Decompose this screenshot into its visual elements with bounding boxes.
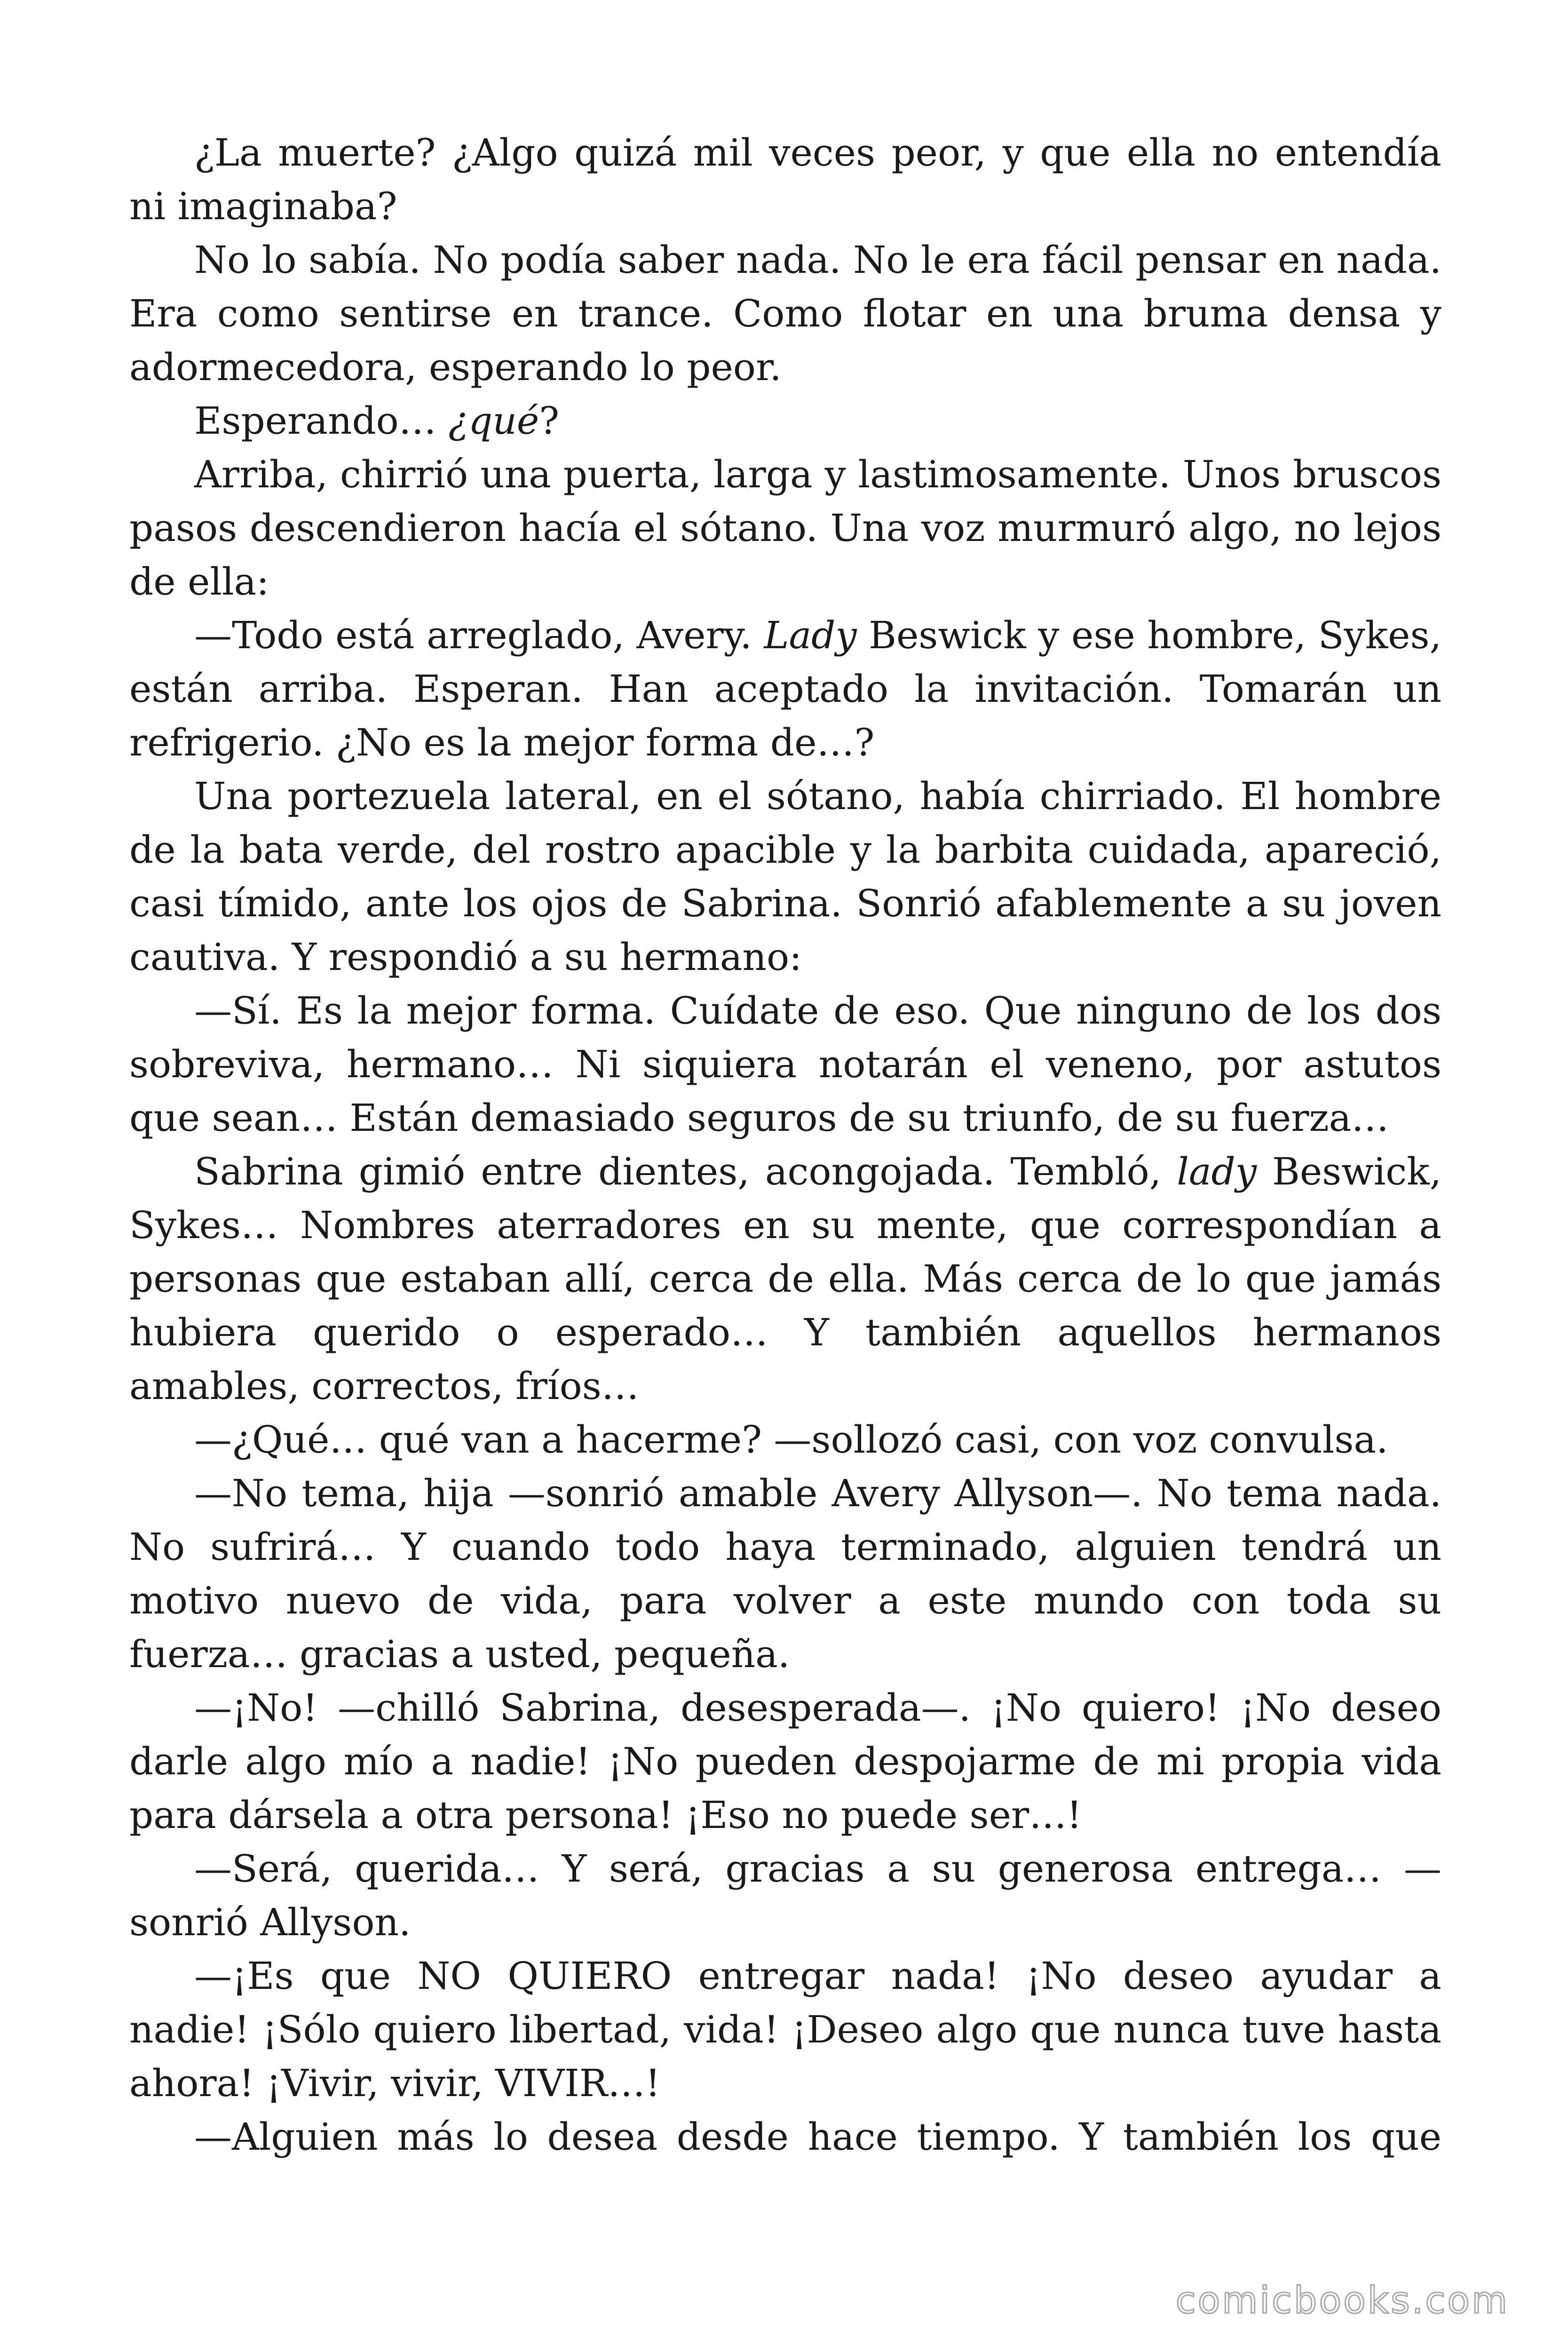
text-run: No lo sabía. No podía saber nada. No le era fácil pensar en nada. Era como sentirse en trance. Como flotar en una bruma densa y adormecedora, esperando lo peor. [129,238,1441,389]
text-run: —Todo está arreglado, Avery. [194,613,764,657]
text-run: —No tema, hija —sonrió amable Avery Allyson—. No tema nada. No sufrirá… Y cuando todo haya terminado, alguien tendrá un motivo nuevo de vida, para volver a este mundo con toda su fuerza… gracias a usted, pequeña. [129,1471,1441,1676]
paragraph [129,233,1441,394]
paragraph [129,1842,1441,1949]
paragraph [129,448,1441,609]
body-text [129,126,1441,2164]
paragraph [129,984,1441,1145]
italic-text-run: Lady [764,613,857,657]
text-run: ¿La muerte? ¿Algo quizá mil veces peor, y que ella no entendía ni imaginaba? [129,131,1441,228]
paragraph [129,126,1441,233]
italic-text-run: ¿qué [448,399,539,443]
text-run: Sabrina gimió entre dientes, acongojada. Tembló, [194,1150,1177,1193]
text-run: Esperando… [194,399,449,443]
paragraph [129,1145,1441,1413]
paragraph [129,770,1441,984]
paragraph [129,1467,1441,1681]
paragraph [129,609,1441,770]
text-run: —Alguien más lo desea desde hace tiempo. Y también los que [194,2115,1441,2159]
paragraph [129,2110,1441,2164]
text-run: ? [539,399,560,443]
paragraph [129,394,1441,448]
text-run: Beswick y ese hombre, Sykes, están arriba. Esperan. Han aceptado la invitación. Tomarán un refrigerio. ¿No es la mejor forma de…? [129,613,1442,764]
text-run: Beswick, Sykes… Nombres aterradores en su mente, que correspondían a personas que estaban allí, cerca de ella. Más cerca de lo que jamás hubiera querido o esperado… Y también aquellos hermanos amables, correctos, fríos… [129,1150,1442,1408]
text-run: Arriba, chirrió una puerta, larga y lastimosamente. Unos bruscos pasos descendieron hacía el sótano. Una voz murmuró algo, no lejos de ella: [129,453,1441,604]
text-run: —¡Es que NO QUIERO entregar nada! ¡No deseo ayudar a nadie! ¡Sólo quiero libertad, vida! ¡Deseo algo que nunca tuve hasta ahora! ¡Vivir, vivir, VIVIR…! [129,1954,1441,2105]
paragraph [129,1681,1441,1842]
italic-text-run: lady [1177,1150,1257,1193]
text-run: —Sí. Es la mejor forma. Cuídate de eso. Que ninguno de los dos sobreviva, hermano… Ni siquiera notarán el veneno, por astutos que sean… Están demasiado seguros de su triunfo, de su fuerza… [129,989,1441,1140]
text-run: —¡No! —chilló Sabrina, desesperada—. ¡No quiero! ¡No deseo darle algo mío a nadie! ¡No pueden despojarme de mi propia vida para dársela a otra persona! ¡Eso no puede ser…! [129,1686,1441,1837]
text-run: —Será, querida… Y será, gracias a su generosa entrega… —sonrió Allyson. [129,1847,1441,1944]
site-watermark: comicbooks.com [1175,2280,1509,2322]
text-run: —¿Qué… qué van a hacerme? —sollozó casi, con voz convulsa. [194,1418,1388,1462]
text-run: Una portezuela lateral, en el sótano, había chirriado. El hombre de la bata verde, del rostro apacible y la barbita cuidada, apareció, casi tímido, ante los ojos de Sabrina. Sonrió afablemente a su joven cautiva. Y respondió a su hermano: [129,774,1441,979]
paragraph [129,1949,1441,2110]
paragraph [129,1413,1441,1467]
